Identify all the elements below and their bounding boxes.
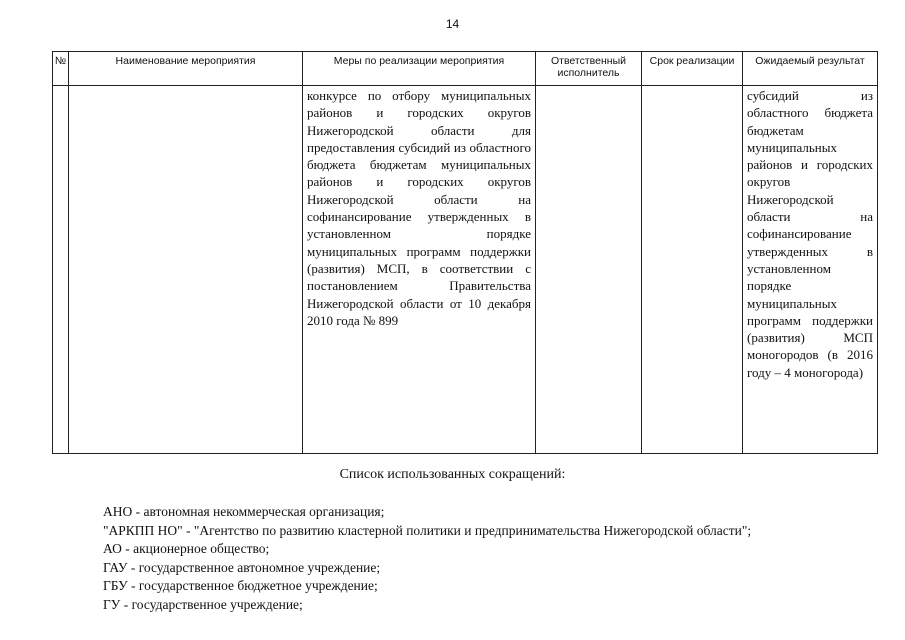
cell-executor — [536, 86, 642, 454]
list-item: ГУ - государственное учреждение; — [103, 596, 303, 612]
cell-term — [642, 86, 743, 454]
list-item: ГБУ - государственное бюджетное учреждение; — [103, 578, 378, 593]
header-number: № — [53, 52, 69, 86]
cell-expected-result — [743, 86, 878, 454]
header-term: Срок реализации — [642, 52, 743, 86]
list-item: ГАУ - государственное автономное учреждение; — [103, 559, 381, 575]
header-measures: Меры по реализации мероприятия — [303, 52, 536, 86]
cell-number — [53, 86, 69, 454]
header-event-name: Наименование мероприятия — [69, 52, 303, 86]
result-text: субсидий из областного бюджета бюджетам муниципальных районов и городских округов Нижегородской области на софинансирование утвержденных в установленном порядке муниципальных программ поддержки (развития) МСП моногородов (в 2016 году – 4 моногорода) — [747, 88, 873, 380]
header-executor: Ответственный исполнитель — [536, 52, 642, 86]
measures-text: конкурсе по отбору муниципальных районов и городских округов Нижегородской области для предоставления субсидий из областного бюджета бюджетам муниципальных районов и городских округов Нижегородской области на софинансирование утвержденных в установленном порядке муниципальных программ поддержки (развития) МСП, в соответствии с постановлением Правительства Нижегородской области от 10 декабря 2010 года № 899 — [307, 88, 531, 328]
abbreviations-title: Список использованных сокращений: — [339, 467, 566, 482]
list-item: "АРКПП НО" - "Агентство по развитию кластерной политики и предпринимательства Нижегородской области"; — [103, 522, 752, 538]
header-expected-result: Ожидаемый результат — [743, 52, 878, 86]
abbreviations-list — [103, 503, 751, 614]
table-row — [53, 86, 878, 454]
measures-table — [52, 51, 878, 454]
list-item: АНО - автономная некоммерческая организация; — [103, 504, 385, 519]
page-number: 14 — [445, 17, 460, 31]
cell-event-name — [69, 86, 303, 454]
table-header-row — [53, 52, 878, 86]
cell-measures — [303, 86, 536, 454]
list-item: АО - акционерное общество; — [103, 541, 270, 556]
